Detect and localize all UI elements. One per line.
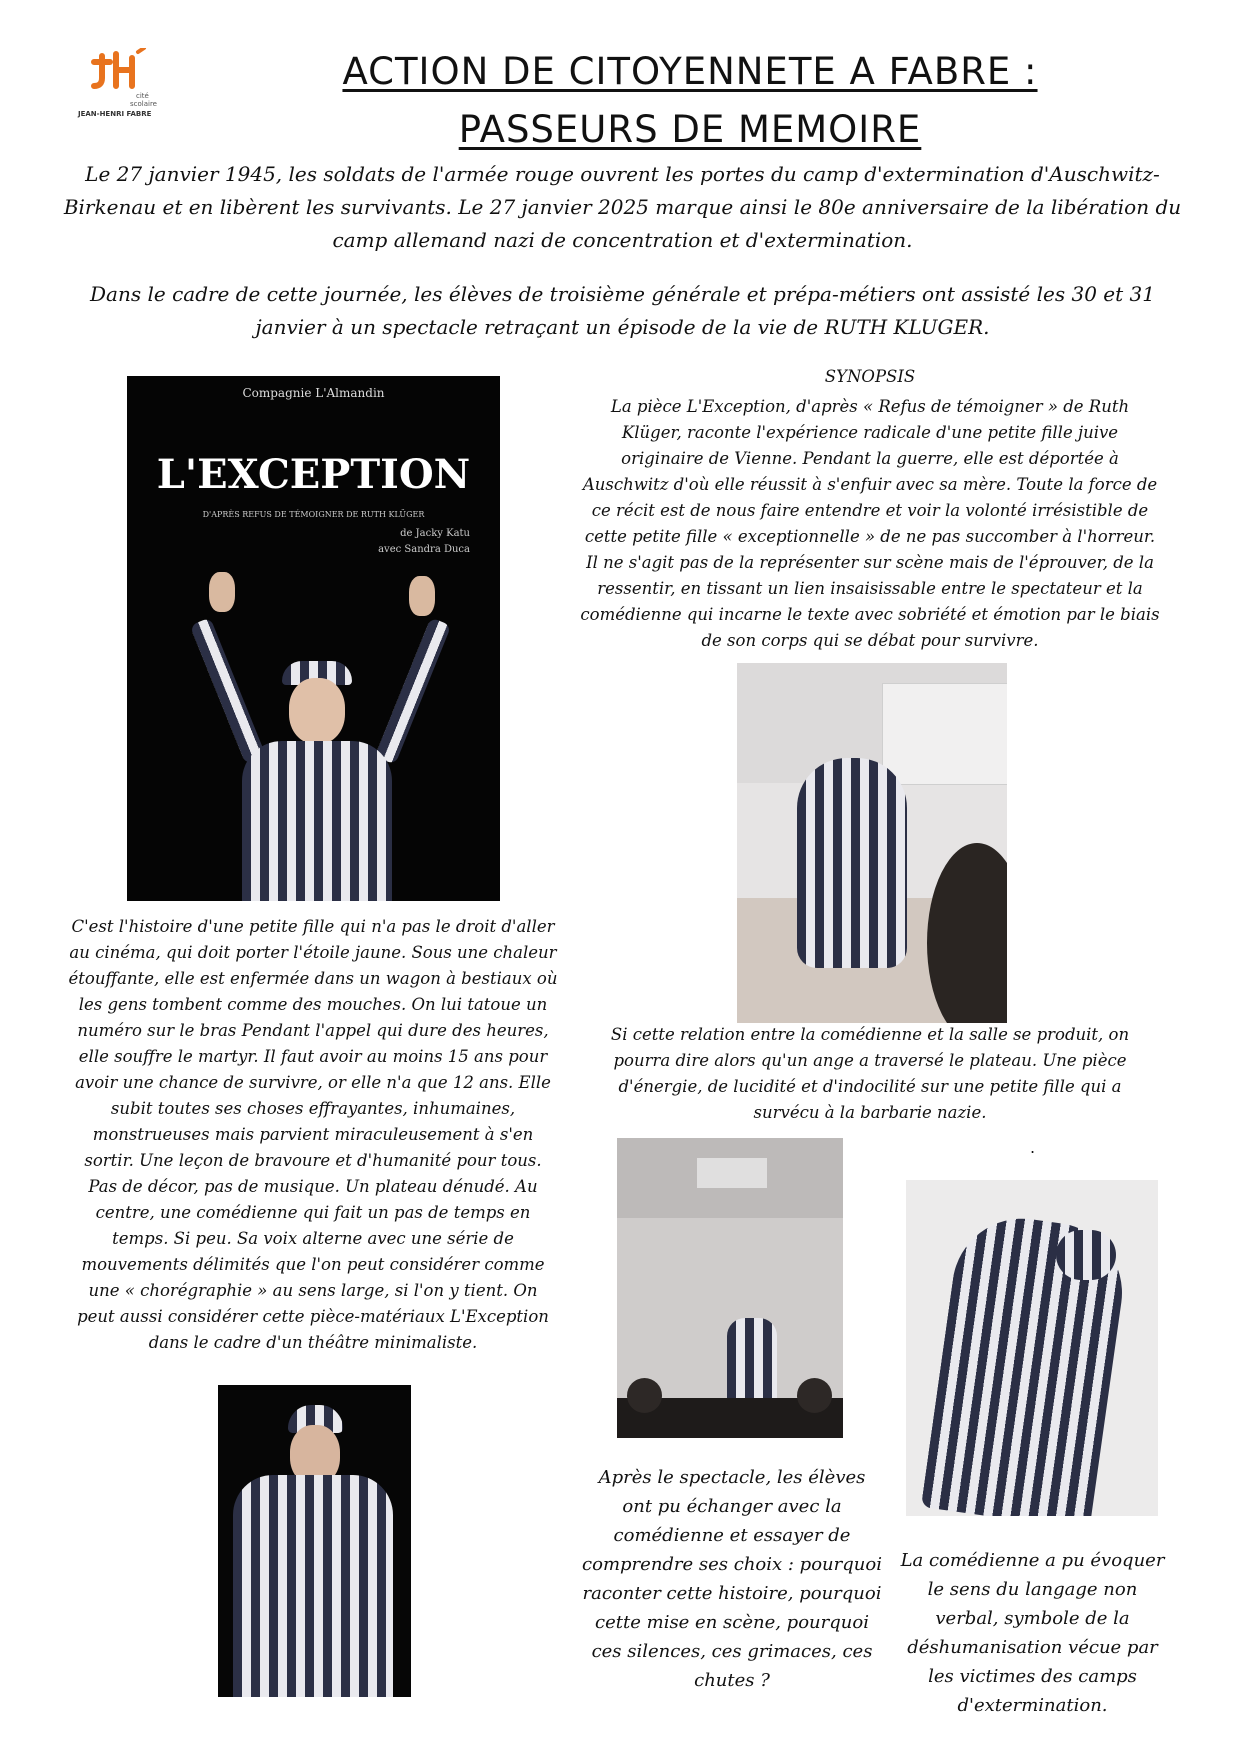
- intro-text-liberation: libération: [1050, 195, 1150, 219]
- intro-text-camp: Auschwitz-Birkenau: [63, 162, 1160, 219]
- intro-text-a: Le 27 janvier 1945, les soldats de l'armée rouge ouvrent les portes du camp d'extermination d': [85, 162, 1050, 186]
- photo-performer-screaming: [218, 1385, 411, 1697]
- logo-label-school-name: JEAN-HENRI FABRE: [78, 110, 152, 118]
- intro-text-c: et en libèrent les survivants. Le 27 janvier 2025 marque ainsi le 80e anniversaire de la: [156, 195, 1051, 219]
- poster-actor: avec Sandra Duca: [378, 544, 470, 555]
- language-paragraph: La comédienne a pu évoquer le sens du langage non verbal, symbole de la déshumanisation vécue par les victimes des camps d'extermination.: [900, 1550, 1165, 1716]
- poster-title: L'EXCEPTION: [156, 451, 471, 498]
- intro-text-e: du camp allemand nazi de concentration et d'extermination.: [332, 195, 1182, 252]
- photo-performer-bowing: [906, 1180, 1158, 1516]
- after-show-paragraph: Après le spectacle, les élèves ont pu échanger avec la comédienne et essayer de comprendre ses choix : pourquoi raconter cette histoire, pourquoi cette mise en scène, pourquoi ces silences, ces grimaces, ces chutes ?: [582, 1467, 882, 1691]
- photo-stage-wide: [617, 1138, 843, 1438]
- photo-performer-crouching: [737, 663, 1007, 1023]
- school-logo-icon: [88, 48, 158, 96]
- logo-label-scolaire: scolaire: [130, 100, 157, 108]
- logo-label-cite: cité: [136, 92, 149, 100]
- poster-company: Compagnie L'Almandin: [242, 386, 385, 400]
- screaming-performer-figure: [233, 1475, 393, 1697]
- intro-paragraph: [60, 158, 1185, 257]
- relation-paragraph: Si cette relation entre la comédienne et la salle se produit, on pourra dire alors qu'un ange a traversé le plateau. Une pièce d'énergie, de lucidité et d'indocilité sur une petite fille qui a survécu à la barbarie nazie.: [610, 1025, 1130, 1122]
- stray-dot: .: [1030, 1138, 1036, 1157]
- school-logo: [78, 48, 178, 123]
- show-poster: [127, 376, 500, 901]
- synopsis-heading: SYNOPSIS: [824, 367, 916, 386]
- story-paragraph: C'est l'histoire d'une petite fille qui n'a pas le droit d'aller au cinéma, qui doit porter l'étoile jaune. Sous une chaleur étouffante, elle est enfermée dans un wagon à bestiaux où les gens tombent comme des mouches. On lui tatoue un numéro sur le bras Pendant l'appel qui dure des heures, elle souffre le martyr. Il faut avoir au moins 15 ans pour avoir une chance de survivre, or elle n'a que 12 ans. Elle subit toutes ses choses effrayantes, inhumaines, monstrueuses mais parvient miraculeusement à s'en sortir. Une leçon de bravoure et d'humanité pour tous. Pas de décor, pas de musique. Un plateau dénudé. Au centre, une comédienne qui fait un pas de temps en temps. Si peu. Sa voix alterne avec une série de mouvements délimités que l'on peut considérer comme une « chorégraphie » au sens large, si l'on y tient. On peut aussi considérer cette pièce-matériaux L'Exception dans le cadre d'un théâtre minimaliste.: [68, 917, 558, 1352]
- poster-subtitle: D'APRÈS REFUS DE TÉMOIGNER DE RUTH KLÜGER: [202, 510, 425, 519]
- poster-author: de Jacky Katu: [400, 528, 470, 539]
- page-title-line1: ACTION DE CITOYENNETE A FABRE :: [342, 50, 1038, 93]
- synopsis-text: La pièce L'Exception, d'après « Refus de témoigner » de Ruth Klüger, raconte l'expérience radicale d'une petite fille juive originaire de Vienne. Pendant la guerre, elle est déportée à Auschwitz d'où elle réussit à s'enfuir avec sa mère. Toute la force de ce récit est de nous faire entendre et voir la volonté irrésistible de cette petite fille « exceptionnelle » de ne pas succomber à l'horreur. Il ne s'agit pas de la représenter sur scène mais de l'éprouver, de la ressentir, en tissant un lien insaisissable entre le spectateur et la comédienne qui incarne le texte avec sobriété et émotion par le biais de son corps qui se débat pour survivre.: [580, 397, 1160, 650]
- page-title-line2: PASSEURS DE MEMOIRE: [458, 108, 922, 151]
- crouching-performer-figure: [797, 758, 907, 968]
- context-paragraph: Dans le cadre de cette journée, les élèves de troisième générale et prépa-métiers ont assisté les 30 et 31 janvier à un spectacle retraçant un épisode de la vie de RUTH KLUGER.: [90, 282, 1155, 339]
- poster-performer-figure: [187, 566, 447, 901]
